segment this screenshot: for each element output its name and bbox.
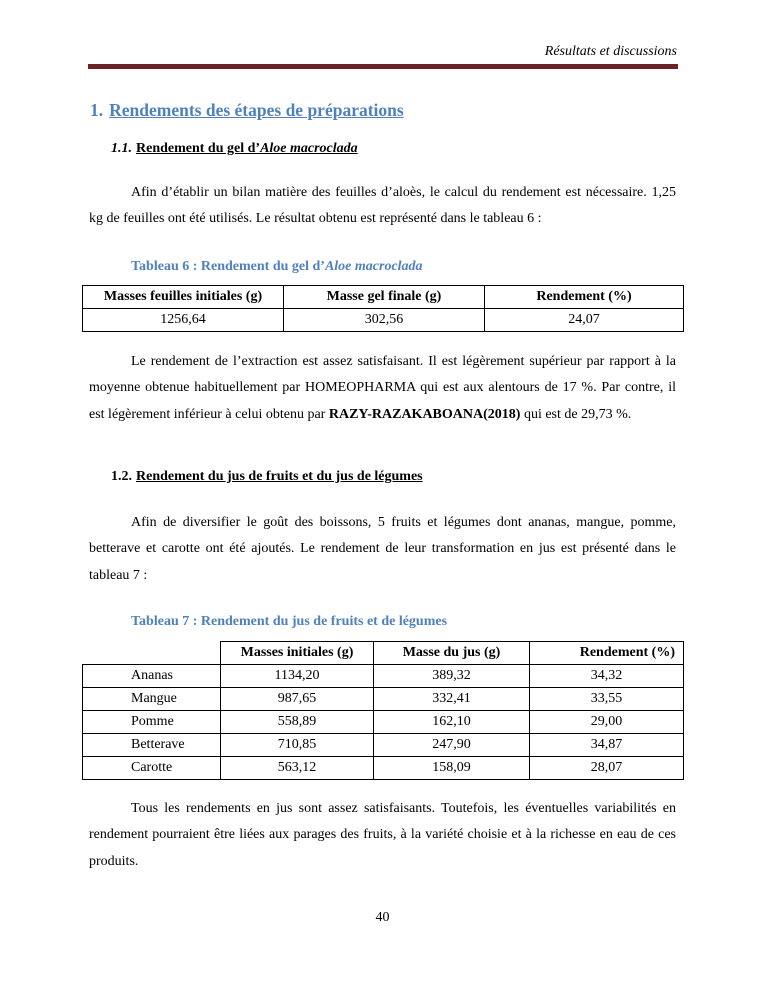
caption-species: Aloe macroclada: [324, 259, 423, 274]
table-cell: 1134,20: [221, 665, 374, 688]
table-cell: 987,65: [221, 688, 374, 711]
table-6: [82, 285, 684, 332]
conclusion-text: Tous les rendements en jus sont assez satisfaisants. Toutefois, les éventuelles variabilités en rendement pourraient être liées aux parages des fruits, à la variété choisie et à la richesse en eau de ces produits.: [89, 801, 676, 869]
row-label: Ananas: [83, 665, 221, 688]
section-title: Rendements des étapes de préparations: [109, 100, 404, 120]
column-header: Masses initiales (g): [221, 642, 374, 665]
table-cell: 1256,64: [83, 309, 284, 332]
table-cell: 563,12: [221, 757, 374, 780]
table-cell: 158,09: [374, 757, 530, 780]
table-row: [83, 757, 684, 780]
table-row: [83, 309, 684, 332]
table-cell: 302,56: [284, 309, 485, 332]
table-7: [82, 641, 684, 780]
table-cell: 33,55: [530, 688, 684, 711]
running-header: Résultats et discussions: [544, 44, 677, 59]
intro-paragraph: [89, 180, 676, 233]
row-label: Betterave: [83, 734, 221, 757]
section-1-heading: [90, 100, 404, 121]
empty-corner-cell: [83, 642, 221, 665]
table-cell: 24,07: [485, 309, 684, 332]
row-label: Pomme: [83, 711, 221, 734]
subsection-title: Rendement du jus de fruits et du jus de légumes: [136, 469, 423, 484]
intro-text: Afin d’établir un bilan matière des feuilles d’aloès, le calcul du rendement est nécessaire. 1,25 kg de feuilles ont été utilisés. Le résultat obtenu est représenté dans le tableau 6 :: [89, 185, 676, 227]
row-label: Mangue: [83, 688, 221, 711]
table-row: [83, 665, 684, 688]
table-cell: 247,90: [374, 734, 530, 757]
table-cell: 34,87: [530, 734, 684, 757]
page-number: 40: [375, 910, 390, 925]
subsection-1-1-heading: [111, 141, 358, 157]
subsection-number: 1.1.: [111, 141, 132, 156]
column-header: Masses feuilles initiales (g): [83, 286, 284, 309]
conclusion-paragraph: [89, 796, 676, 875]
species-name: Aloe macroclada: [260, 141, 358, 156]
section-number: 1.: [90, 100, 104, 120]
column-header: Masse du jus (g): [374, 642, 530, 665]
column-header: Masse gel finale (g): [284, 286, 485, 309]
citation: RAZY-RAZAKABOANA(2018): [328, 406, 521, 422]
table-cell: 29,00: [530, 711, 684, 734]
table-row: [83, 688, 684, 711]
subsection-title: [136, 141, 358, 156]
column-header: Rendement (%): [530, 642, 684, 665]
table-cell: 332,41: [374, 688, 530, 711]
table-row: [83, 734, 684, 757]
table-cell: 28,07: [530, 757, 684, 780]
header-rule: [88, 64, 678, 69]
discussion-paragraph: [89, 349, 676, 428]
subsection-title-text: Rendement du gel d’: [136, 141, 261, 156]
discussion-text-end: qui est de 29,73 %.: [520, 406, 632, 422]
column-header: Rendement (%): [485, 286, 684, 309]
table-header-row: [83, 642, 684, 665]
table-header-row: [83, 286, 684, 309]
caption-text: Tableau 6 : Rendement du gel d’: [131, 259, 325, 274]
subsection-number: 1.2.: [111, 469, 132, 484]
table-cell: 558,89: [221, 711, 374, 734]
table-6-caption: [131, 259, 423, 275]
table-cell: 162,10: [374, 711, 530, 734]
table-cell: 389,32: [374, 665, 530, 688]
juice-intro-paragraph: [89, 510, 676, 589]
juice-intro-text: Afin de diversifier le goût des boissons, 5 fruits et légumes dont ananas, mangue, pomme, betterave et carotte ont été ajoutés. Le rendement de leur transformation en jus est présenté dans le tableau 7 :: [89, 515, 676, 583]
row-label: Carotte: [83, 757, 221, 780]
table-cell: 710,85: [221, 734, 374, 757]
table-row: [83, 711, 684, 734]
discussion-text: Le rendement de l’extraction est assez satisfaisant. Il est légèrement supérieur par rapport à la moyenne obtenue habituellement par HOMEOPHARMA qui est aux alentours de 17 %. Par contre, il est légèrement inférieur à celui obtenu par: [89, 354, 676, 422]
table-7-caption: Tableau 7 : Rendement du jus de fruits et de légumes: [131, 614, 448, 629]
table-cell: 34,32: [530, 665, 684, 688]
subsection-1-2-heading: [111, 469, 423, 485]
